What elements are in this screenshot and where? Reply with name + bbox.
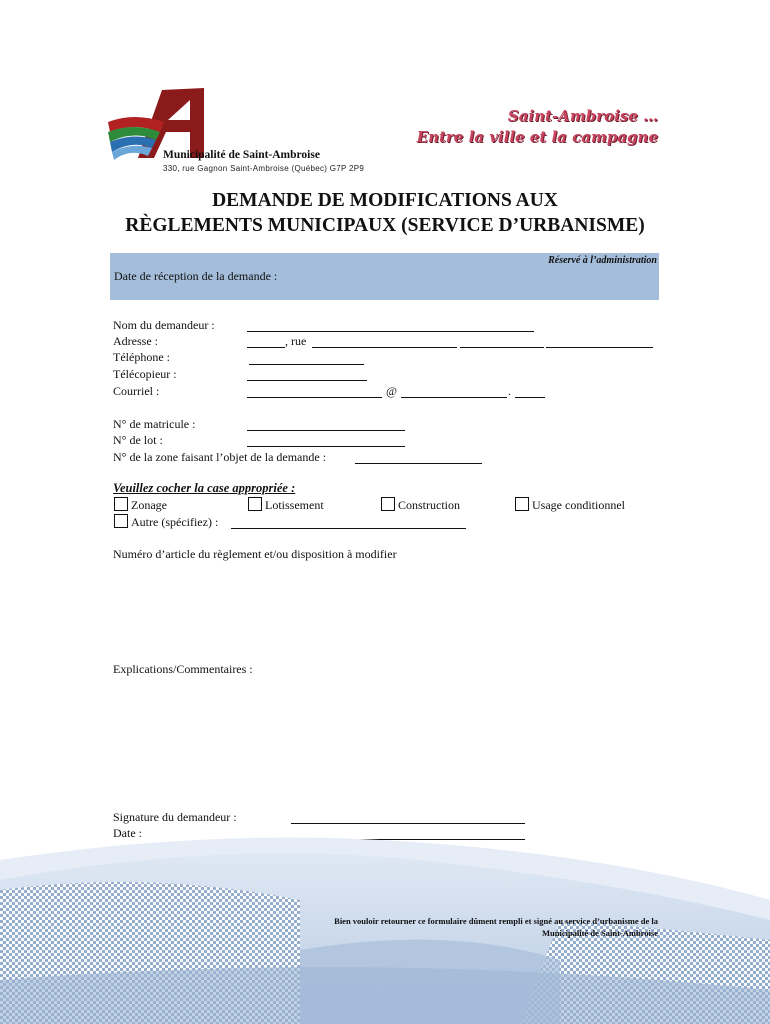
fax-field[interactable] — [247, 380, 367, 381]
municipality-address: 330, rue Gagnon Saint-Ambroise (Québec) G7P 2P9 — [163, 164, 365, 173]
footer-line-1: Bien vouloir retourner ce formulaire dûment rempli et signé au service d’urbanisme de la — [334, 916, 658, 926]
usage-option[interactable] — [515, 497, 625, 513]
comments-label: Explications/Commentaires : — [113, 662, 253, 676]
construction-label: Construction — [398, 498, 460, 512]
article-area[interactable] — [113, 566, 658, 656]
lotissement-label: Lotissement — [265, 498, 324, 512]
email-at-label: @ — [386, 384, 398, 398]
form-title-line-2: RÈGLEMENTS MUNICIPAUX (SERVICE D’URBANISME) — [125, 215, 645, 236]
admin-reserved-box — [110, 253, 659, 300]
zone-field[interactable] — [355, 463, 482, 464]
email-domain-field[interactable] — [401, 397, 507, 398]
name-field[interactable] — [247, 331, 534, 332]
admin-reserved-label: Réservé à l’administration — [548, 255, 657, 266]
email-label: Courriel : — [113, 384, 160, 398]
usage-checkbox[interactable] — [515, 497, 529, 511]
lotissement-option[interactable] — [248, 497, 324, 513]
name-label: Nom du demandeur : — [113, 318, 215, 332]
slogan-line-1: Saint-Ambroise … — [507, 107, 658, 125]
slogan-line-2: Entre la ville et la campagne — [416, 128, 658, 146]
fax-label: Télécopieur : — [113, 367, 177, 381]
footer-line-2: Municipalité de Saint-Ambroise — [541, 928, 658, 938]
lot-field[interactable] — [247, 446, 405, 447]
construction-option[interactable] — [381, 497, 460, 513]
form-title-line-1: DEMANDE DE MODIFICATIONS AUX — [212, 190, 558, 211]
zonage-checkbox[interactable] — [114, 497, 128, 511]
footer-instruction — [258, 915, 658, 939]
zonage-label: Zonage — [131, 498, 167, 512]
zone-label: N° de la zone faisant l’objet de la demande : — [113, 450, 327, 464]
address-city-field[interactable] — [460, 347, 544, 348]
address-street-field[interactable] — [312, 347, 457, 348]
lot-label: N° de lot : — [113, 433, 163, 447]
phone-field[interactable] — [249, 364, 364, 365]
phone-label: Téléphone : — [113, 350, 170, 364]
address-label: Adresse : — [113, 334, 158, 348]
lotissement-checkbox[interactable] — [248, 497, 262, 511]
matricule-label: N° de matricule : — [113, 417, 196, 431]
email-user-field[interactable] — [247, 397, 382, 398]
construction-checkbox[interactable] — [381, 497, 395, 511]
reception-date-label: Date de réception de la demande : — [114, 269, 278, 283]
address-rue-label: , rue — [285, 334, 307, 348]
matricule-field[interactable] — [247, 430, 405, 431]
autre-field[interactable] — [231, 528, 466, 529]
comments-area[interactable] — [113, 681, 658, 801]
municipality-name: Municipalité de Saint-Ambroise — [163, 149, 320, 161]
autre-option[interactable] — [114, 514, 218, 530]
usage-label: Usage conditionnel — [532, 498, 625, 512]
signature-label: Signature du demandeur : — [113, 810, 237, 824]
form-title — [60, 188, 710, 238]
signature-field[interactable] — [291, 823, 525, 824]
signature-date-label: Date : — [113, 826, 142, 840]
article-label: Numéro d’article du règlement et/ou disposition à modifier — [113, 547, 397, 561]
slogan — [417, 106, 658, 148]
autre-label: Autre (spécifiez) : — [131, 515, 219, 529]
zonage-option[interactable] — [114, 497, 167, 513]
autre-checkbox[interactable] — [114, 514, 128, 528]
address-number-field[interactable] — [247, 347, 285, 348]
email-dot-label: . — [508, 384, 511, 398]
address-postal-field[interactable] — [546, 347, 653, 348]
email-tld-field[interactable] — [515, 397, 545, 398]
checkbox-instruction: Veuillez cocher la case appropriée : — [113, 481, 296, 495]
